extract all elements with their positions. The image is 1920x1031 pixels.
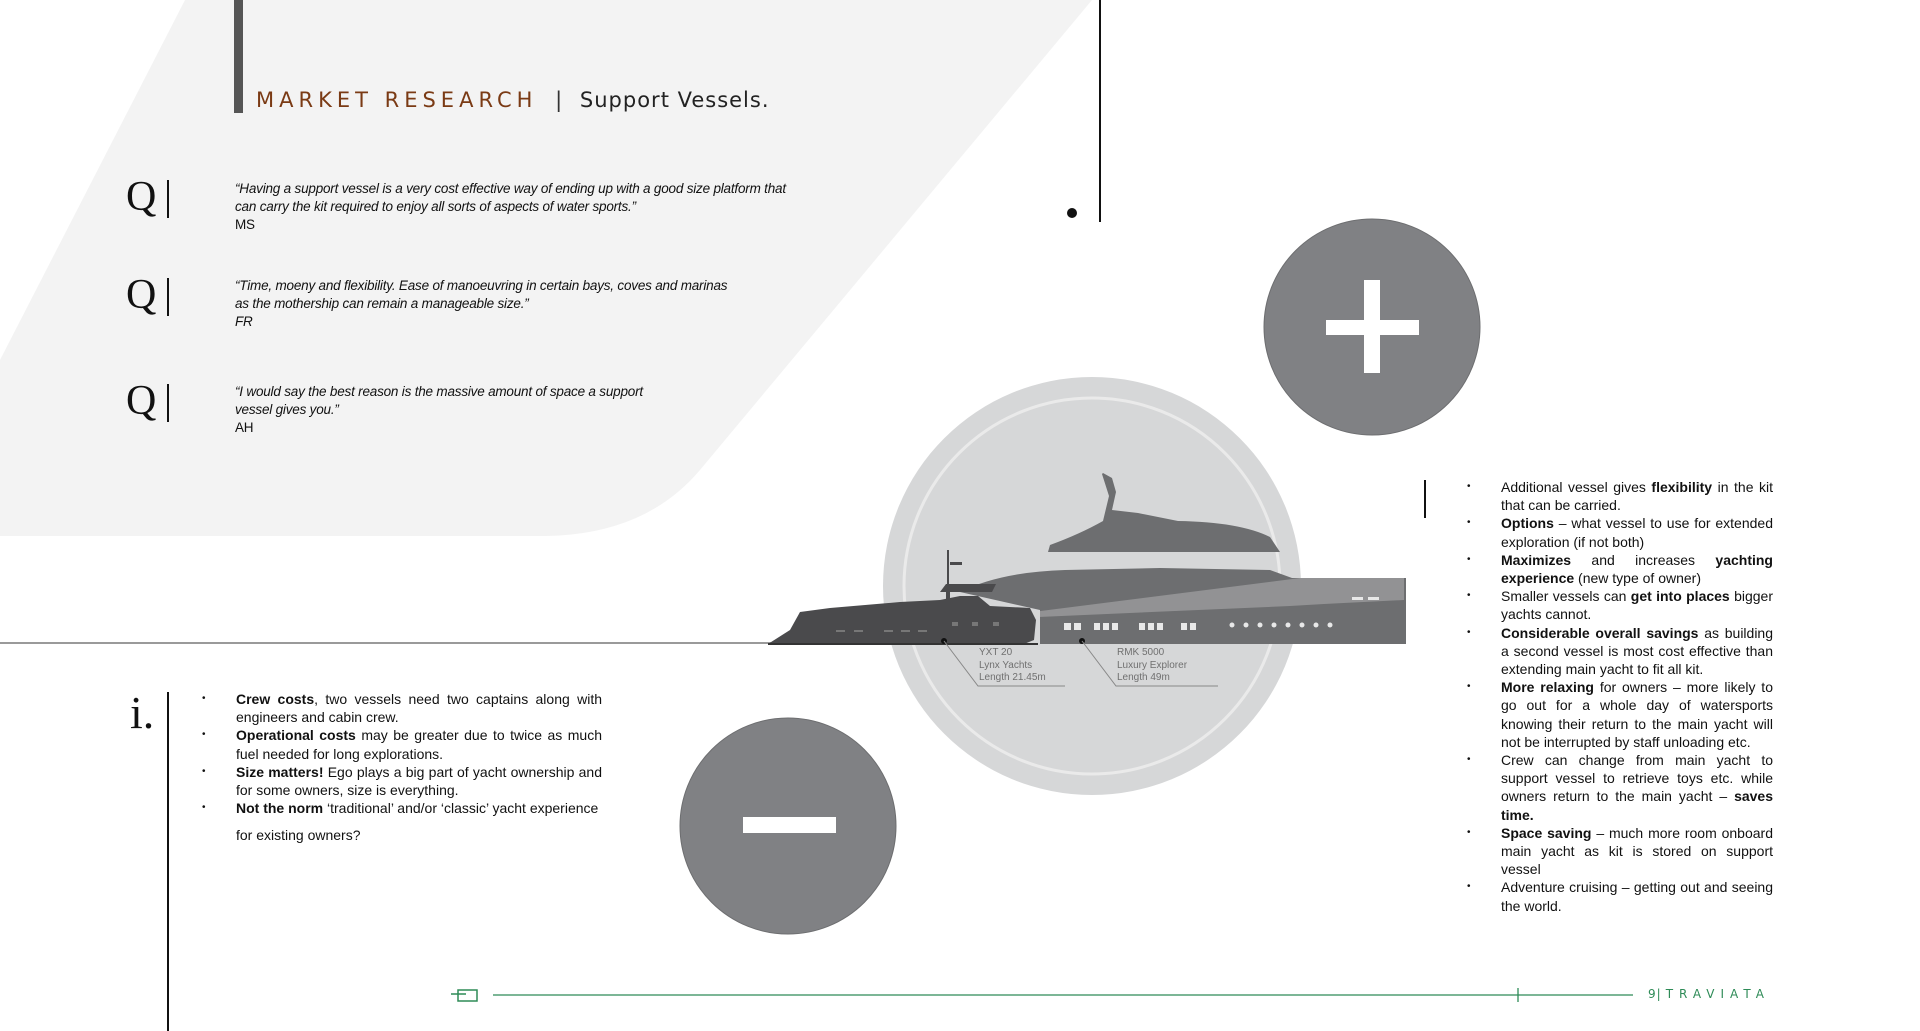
quote-1: “Having a support vessel is a very cost effective way of ending up with a good size platform that can carry the kit required to enjoy all sorts of aspects of water sports.” MS [235, 181, 786, 232]
title-separator: | [555, 88, 563, 112]
top-divider-line [1099, 0, 1101, 222]
quote-bar [167, 278, 169, 316]
plus-icon [1264, 219, 1480, 435]
quote-mark-icon: Q [126, 378, 157, 424]
quote-3: “I would say the best reason is the massive amount of space a support vessel gives you.” AH [235, 384, 643, 435]
horizontal-divider [0, 642, 780, 644]
brand-name: TRAVIATA [1665, 987, 1770, 1001]
yacht-label-yxt20: YXT 20 Lynx Yachts Length 21.45m [979, 647, 1046, 683]
header-accent-bar [234, 0, 243, 113]
divider-dot [1067, 208, 1077, 218]
list-item: • Considerable overall savings as building a second vessel is most cost effective than extending main yacht to fit all kit. [1467, 624, 1773, 679]
pros-divider-bar [1424, 480, 1426, 518]
list-item: • Smaller vessels can get into places bigger yachts cannot. [1467, 587, 1773, 623]
list-item: • Operational costs may be greater due to twice as much fuel needed for long explorations. [202, 726, 602, 762]
yacht-label-rmk5000: RMK 5000 Luxury Explorer Length 49m [1117, 647, 1188, 683]
list-item: • Size matters! Ego plays a big part of yacht ownership and for some owners, size is everything. [202, 763, 602, 799]
quote-mark-icon: Q [126, 272, 157, 318]
list-item: • Crew can change from main yacht to support vessel to retrieve toys etc. while owners return to the main yacht – saves time. [1467, 751, 1773, 824]
cons-divider-line [167, 692, 169, 1031]
list-item: • Additional vessel gives flexibility in the kit that can be carried. [1467, 478, 1773, 514]
quote-author: FR [235, 314, 253, 329]
list-item: • Maximizes and increases yachting experience (new type of owner) [1467, 551, 1773, 587]
list-item: • More relaxing for owners – more likely to go out for a whole day of watersports knowing their return to the main yacht will not be interrupted by staff unloading etc. [1467, 678, 1773, 751]
info-mark-icon: i. [130, 687, 155, 738]
quote-author: AH [235, 420, 254, 435]
list-item: • Not the norm ‘traditional’ and/or ‘classic’ yacht experience for existing owners? [202, 799, 602, 844]
title-subsection: Support Vessels. [579, 88, 770, 112]
cons-list [202, 690, 602, 845]
quote-2: “Time, moeny and flexibility. Ease of manoeuvring in certain bays, coves and marinas as the mothership can remain a manageable size.” FR [235, 278, 728, 329]
minus-icon [680, 718, 896, 934]
footer-brand [1648, 987, 1770, 1001]
grey-panel [0, 0, 1092, 536]
list-item: • Space saving – much more room onboard main yacht as kit is stored on support vessel [1467, 824, 1773, 879]
footer-graphic [451, 988, 1633, 1002]
quote-bar [167, 384, 169, 422]
quote-bar [167, 180, 169, 218]
page-title [256, 88, 770, 112]
quote-author: MS [235, 217, 255, 232]
page-number: 9| [1648, 987, 1662, 1001]
quote-mark-icon: Q [126, 174, 157, 220]
list-item: • Crew costs, two vessels need two captains along with engineers and cabin crew. [202, 690, 602, 726]
list-item: • Adventure cruising – getting out and seeing the world. [1467, 878, 1773, 914]
list-item: • Options – what vessel to use for extended exploration (if not both) [1467, 514, 1773, 550]
title-section: MARKET RESEARCH [256, 88, 538, 112]
pros-list [1467, 478, 1773, 915]
